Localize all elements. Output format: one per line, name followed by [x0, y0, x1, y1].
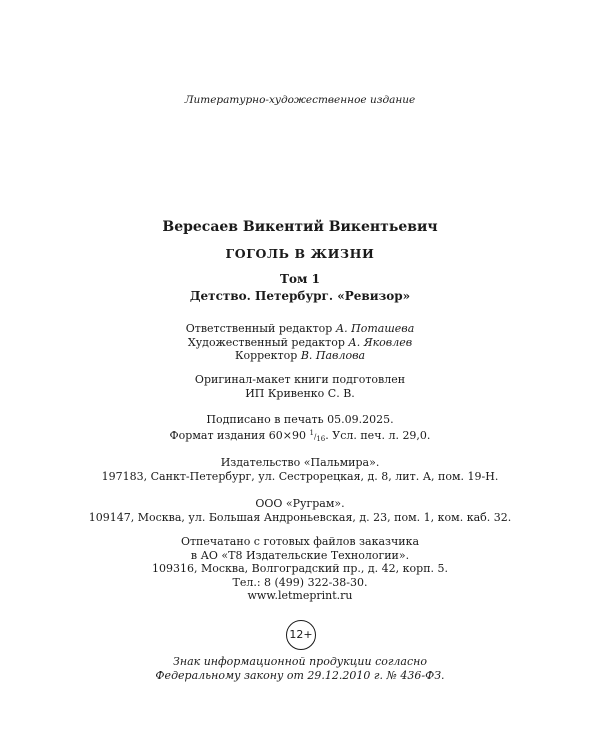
age-rating-badge: 12+ — [286, 620, 316, 650]
credit-line: Художественный редактор А. Яковлев — [187, 335, 413, 349]
printer-website: www.letmeprint.ru — [247, 589, 353, 602]
credits-block — [0, 322, 600, 363]
distributor-block: ООО «Руграм». 109147, Москва, ул. Большая Андроньевская, д. 23, пом. 1, ком. каб. 32. — [88, 497, 512, 524]
format-line: Формат издания 60×90 $^1/_{16}$. Усл. печ. л. 29,0. — [169, 428, 431, 443]
print-info — [0, 413, 600, 446]
volume-block — [0, 271, 600, 305]
signed-date: Подписано в печать 05.09.2025. — [206, 413, 394, 426]
volume-subtitle: Детство. Петербург. «Ревизор» — [189, 289, 411, 303]
credit-line: Корректор В. Павлова — [234, 349, 366, 362]
edition-type: Литературно-художественное издание — [184, 94, 416, 106]
printer-block: Отпечатано с готовых файлов заказчика в АО «Т8 Издательские Технологии». 109316, Москва, Волгоградский пр., д. 42, корп. 5. Тел.: 8 (499) 322-38-30. www.letmeprint.ru — [0, 535, 600, 603]
publisher-block: Издательство «Пальмира». 197183, Санкт-Петербург, ул. Сестрорецкая, д. 8, лит. А, пом. 19-Н. — [101, 456, 499, 483]
author-name: Вересаев Викентий Викентьевич — [162, 219, 438, 235]
layout-credit: Оригинал-макет книги подготовлен ИП Кривенко С. В. — [194, 373, 406, 400]
credit-line: Ответственный редактор А. Поташева — [185, 322, 415, 335]
book-title: ГОГОЛЬ В ЖИЗНИ — [225, 246, 375, 261]
age-rating-note: Знак информационной продукции согласно Федеральному закону от 29.12.2010 г. № 436-ФЗ. — [155, 655, 445, 682]
volume-number: Том 1 — [280, 272, 320, 286]
